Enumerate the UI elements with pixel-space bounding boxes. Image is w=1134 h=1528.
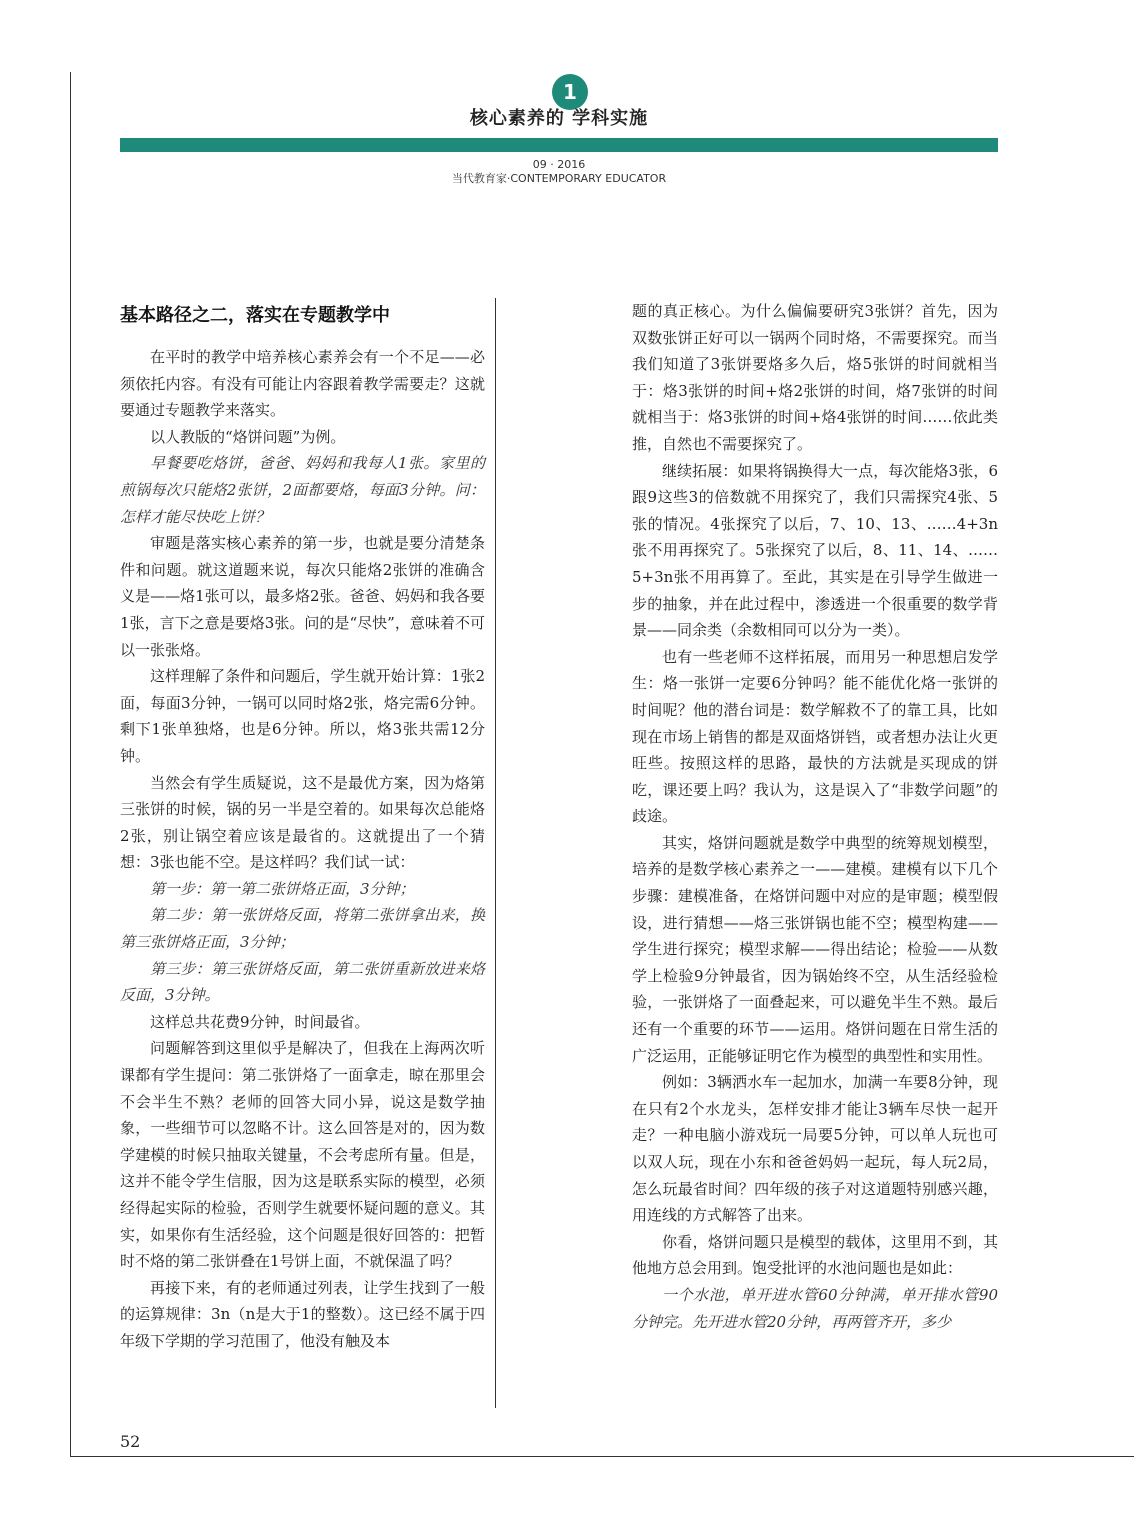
step-two: 第二步：第一张饼烙反面，将第二张饼拿出来，换第三张饼烙正面，3分钟； bbox=[120, 906, 485, 952]
paragraph: 这样理解了条件和问题后，学生就开始计算：1张2面，每面3分钟，一锅可以同时烙2张，烙完需6分钟。剩下1张单独烙，也是6分钟。所以，烙3张共需12分钟。 bbox=[120, 667, 485, 765]
paragraph: 以人教版的“烙饼问题”为例。 bbox=[150, 427, 346, 446]
paragraph-continued: 题的真正核心。为什么偏偏要研究3张饼？首先，因为双数张饼正好可以一锅两个同时烙，不需要探究。而当我们知道了3张饼要烙多久后，烙5张饼的时间就相当于：烙3张饼的时间+烙2张饼的时间，烙7张饼的时间就相当于：烙3张饼的时间+烙4张饼的时间……依此类推，自然也不需要探究了。 bbox=[632, 302, 998, 453]
paragraph: 继续拓展：如果将锅换得大一点，每次能烙3张，6跟9这些3的倍数就不用探究了，我们只需探究4张、5张的情况。4张探究了以后，7、10、13、……4+3n张不用再探究了。5张探究了以后，8、11、14、……5+3n张不用再算了。至此，其实是在引导学生做进一步的抽象，并在此过程中，渗透进一个很重要的数学背景——同余类（余数相同可以分为一类）。 bbox=[632, 461, 998, 640]
paragraph: 再接下来，有的老师通过列表，让学生找到了一般的运算规律：3n（n是大于1的整数）。这已经不属于四年级下学期的学习范围了，他没有触及本 bbox=[120, 1278, 485, 1350]
paragraph: 其实，烙饼问题就是数学中典型的统筹规划模型，培养的是数学核心素养之一——建模。建模有以下几个步骤：建模准备，在烙饼问题中对应的是审题；模型假设，进行猜想——烙三张饼锅也能不空；模型构建——学生进行探究；模型求解——得出结论；检验——从数学上检验9分钟最省，因为锅始终不空，从生活经验检验，一张饼烙了一面叠起来，可以避免半生不熟。最后还有一个重要的环节——运用。烙饼问题在日常生活的广泛运用，正能够证明它作为模型的典型性和实用性。 bbox=[632, 833, 998, 1065]
magazine-name: 当代教育家·CONTEMPORARY EDUCATOR bbox=[451, 172, 667, 185]
problem-statement: 早餐要吃烙饼，爸爸、妈妈和我每人1张。家里的煎锅每次只能烙2张饼，2面都要烙，每面3分钟。问：怎样才能尽快吃上饼？ bbox=[120, 454, 485, 526]
left-margin-rule bbox=[70, 72, 71, 1457]
paragraph: 问题解答到这里似乎是解决了，但我在上海两次听课都有学生提问：第二张饼烙了一面拿走，晾在那里会不会半生不熟？老师的回答大同小异，说这是数学抽象，一些细节可以忽略不计。这么回答是对的，因为数学建模的时候只抽取关键量，不会考虑所有量。但是，这并不能令学生信服，因为这是联系实际的模型，必须经得起实际的检验，否则学生就要怀疑问题的意义。其实，如果你有生活经验，这个问题是很好回答的：把暂时不烙的第二张饼叠在1号饼上面，不就保温了吗？ bbox=[120, 1039, 485, 1271]
step-three: 第三步：第三张饼烙反面，第二张饼重新放进来烙反面，3分钟。 bbox=[120, 959, 485, 1005]
page-header bbox=[120, 70, 998, 190]
paragraph: 这样总共花费9分钟，时间最省。 bbox=[150, 1012, 370, 1031]
pool-problem: 一个水池，单开进水管60分钟满，单开排水管90分钟完。先开进水管20分钟，再两管齐开，多少 bbox=[632, 1285, 998, 1331]
issue-info bbox=[120, 158, 998, 186]
right-column bbox=[632, 298, 998, 1335]
paragraph: 例如：3辆洒水车一起加水，加满一车要8分钟，现在只有2个水龙头，怎样安排才能让3辆车尽快一起开走？一种电脑小游戏玩一局要5分钟，可以单人玩也可以双人玩，现在小东和爸爸妈妈一起玩，每人玩2局，怎么玩最省时间？四年级的孩子对这道题特别感兴趣，用连线的方式解答了出来。 bbox=[632, 1073, 998, 1225]
left-column bbox=[120, 298, 485, 1355]
issue-date: 09 · 2016 bbox=[532, 158, 586, 171]
section-number-badge: 1 bbox=[552, 74, 588, 110]
bottom-margin-rule bbox=[70, 1456, 1134, 1457]
page-number: 52 bbox=[120, 1432, 141, 1451]
paragraph: 审题是落实核心素养的第一步，也就是要分清楚条件和问题。就这道题来说，每次只能烙2张饼的准确含义是——烙1张可以，最多烙2张。爸爸、妈妈和我各要1张，言下之意是要烙3张。问的是“尽快”，意味着不可以一张张烙。 bbox=[120, 534, 485, 659]
section-title: 核心素养的 学科实施 bbox=[469, 108, 649, 129]
paragraph: 当然会有学生质疑说，这不是最优方案，因为烙第三张饼的时候，锅的另一半是空着的。如果每次总能烙2张，别让锅空着应该是最省的。这就提出了一个猜想：3张也能不空。是这样吗？我们试一试： bbox=[120, 773, 485, 872]
step-one: 第一步：第一第二张饼烙正面，3分钟； bbox=[150, 879, 415, 898]
header-color-band bbox=[120, 138, 998, 152]
paragraph: 也有一些老师不这样拓展，而用另一种思想启发学生：烙一张饼一定要6分钟吗？能不能优化烙一张饼的时间呢？他的潜台词是：数学解救不了的靠工具，比如现在市场上销售的都是双面烙饼铛，或者想办法让火更旺些。按照这样的思路，最快的方法就是买现成的饼吃，课还要上吗？我认为，这是误入了“非数学问题”的歧途。 bbox=[632, 647, 998, 826]
column-divider bbox=[495, 298, 496, 1408]
paragraph: 你看，烙饼问题只是模型的载体，这里用不到，其他地方总会用到。饱受批评的水池问题也是如此： bbox=[632, 1232, 998, 1278]
paragraph: 在平时的教学中培养核心素养会有一个不足——必须依托内容。有没有可能让内容跟着教学需要走？这就要通过专题教学来落实。 bbox=[120, 348, 485, 420]
article-heading: 基本路径之二，落实在专题教学中 bbox=[120, 305, 390, 326]
